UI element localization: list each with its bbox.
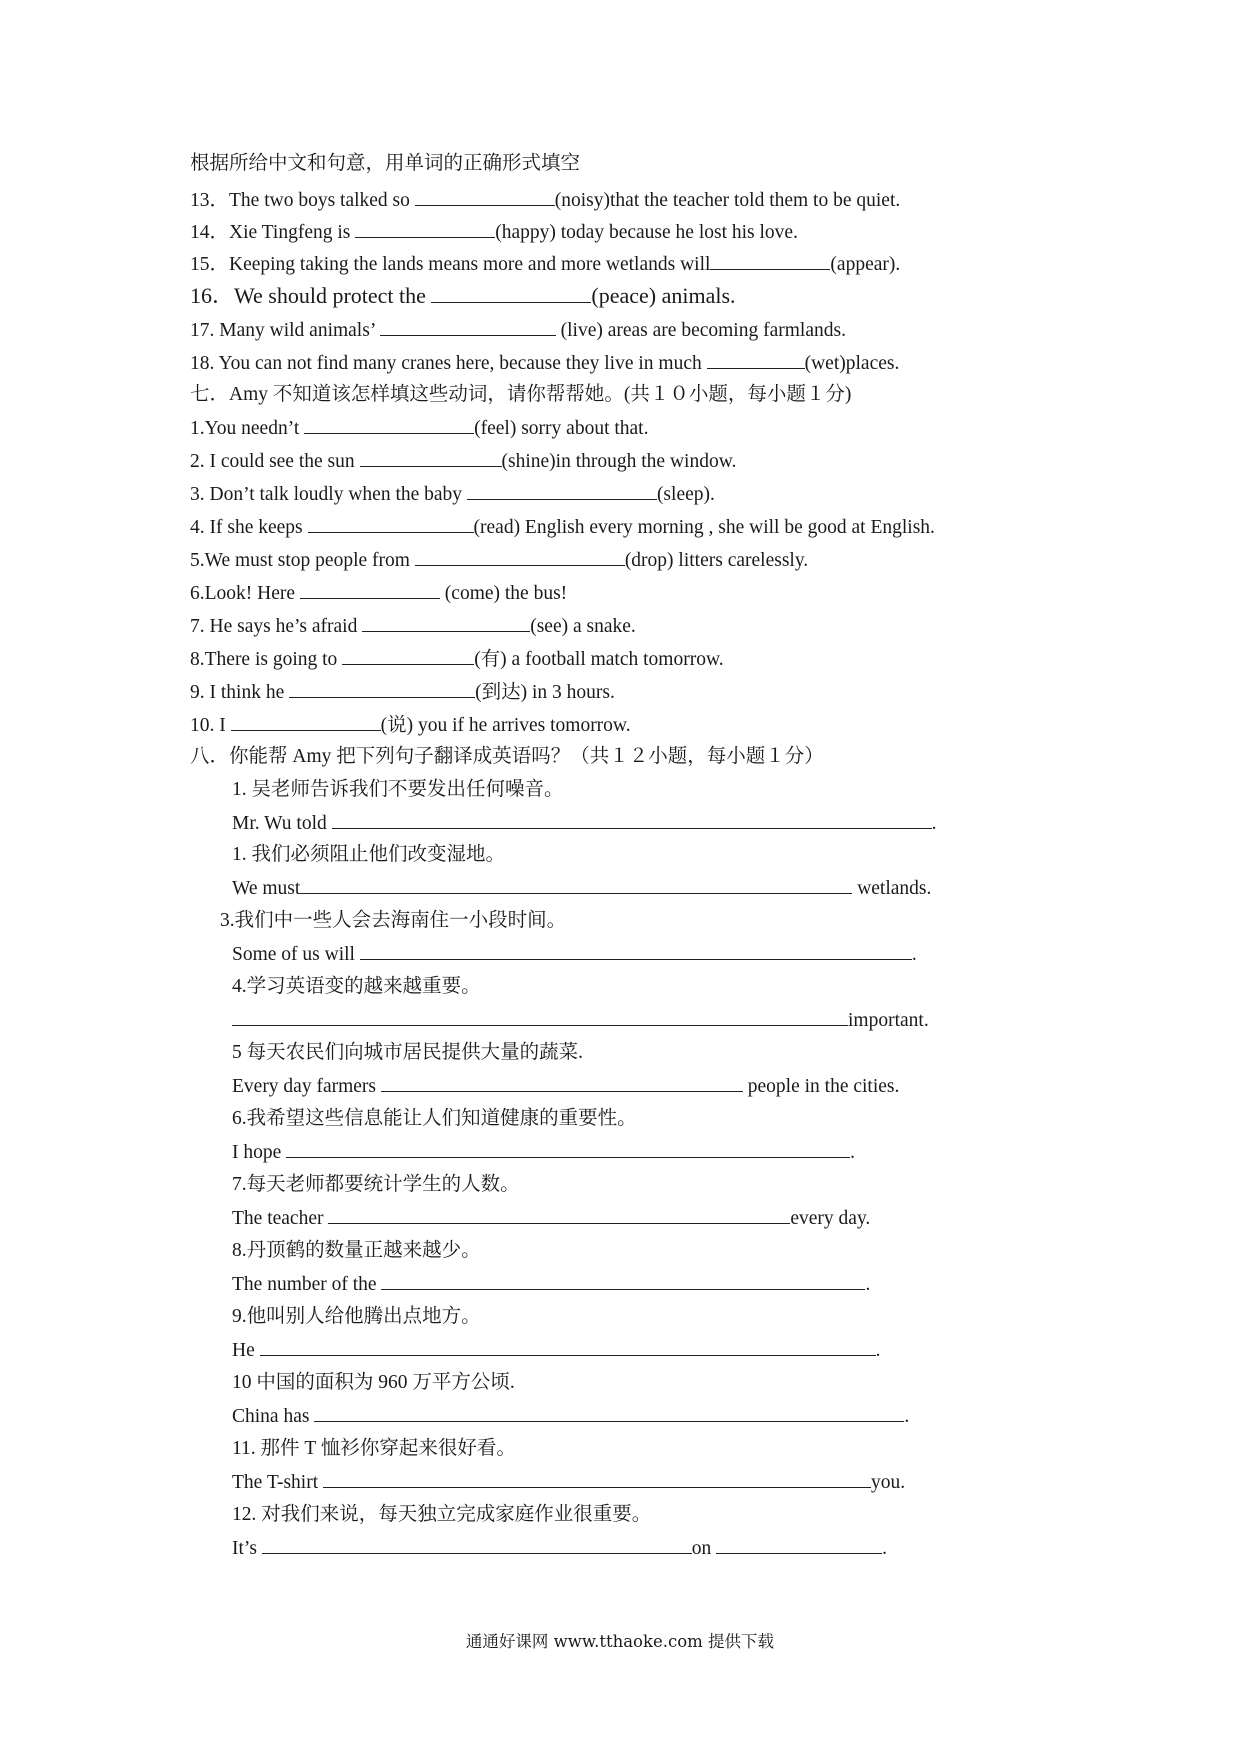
translation-line: Every day farmers people in the cities.	[232, 1076, 900, 1097]
answer-blank[interactable]	[286, 1140, 850, 1158]
translation-line: important.	[232, 1008, 929, 1033]
answer-blank[interactable]	[716, 1536, 882, 1554]
exercise-item: 10. I (说) you if he arrives tomorrow.	[190, 715, 631, 736]
chinese-prompt: 1. 吴老师告诉我们不要发出任何噪音。	[232, 779, 564, 800]
answer-blank[interactable]	[342, 647, 474, 665]
exercise-item: 8.There is going to (有) a football match tomorrow.	[190, 649, 724, 670]
translation-line: It’s on .	[232, 1538, 888, 1559]
answer-blank[interactable]	[415, 188, 555, 206]
answer-blank[interactable]	[300, 581, 440, 599]
translation-line: Mr. Wu told .	[232, 813, 937, 834]
section-7-heading: 七．Amy 不知道该怎样填这些动词，请你帮帮她。(共１０小题，每小题１分)	[190, 384, 852, 405]
translation-line: China has .	[232, 1406, 910, 1427]
exercise-item: 6.Look! Here (come) the bus!	[190, 583, 568, 604]
answer-blank[interactable]	[380, 318, 556, 336]
exercise-item: 1.You needn’t (feel) sorry about that.	[190, 418, 649, 439]
exercise-item: 2. I could see the sun (shine)in through the window.	[190, 451, 737, 472]
translation-line: The T-shirt you.	[232, 1472, 906, 1493]
answer-blank[interactable]	[467, 482, 657, 500]
answer-blank[interactable]	[314, 1404, 904, 1422]
chinese-prompt: 9.他叫别人给他腾出点地方。	[232, 1306, 481, 1327]
exercise-item: 9. I think he (到达) in 3 hours.	[190, 682, 615, 703]
answer-blank[interactable]	[710, 252, 830, 270]
answer-blank[interactable]	[232, 1008, 848, 1026]
translation-line: The teacher every day.	[232, 1208, 871, 1229]
answer-blank[interactable]	[300, 876, 852, 894]
answer-blank[interactable]	[332, 811, 932, 829]
exercise-item: 5.We must stop people from (drop) litters carelessly.	[190, 550, 809, 571]
chinese-prompt: 4.学习英语变的越来越重要。	[232, 976, 481, 997]
chinese-prompt: 8.丹顶鹤的数量正越来越少。	[232, 1240, 481, 1261]
answer-blank[interactable]	[323, 1470, 871, 1488]
exercise-item: 15．Keeping taking the lands means more and more wetlands will (appear).	[190, 254, 901, 275]
answer-blank[interactable]	[381, 1272, 865, 1290]
translation-line: I hope .	[232, 1142, 856, 1163]
exercise-item: 16．We should protect the (peace) animals.	[190, 283, 736, 308]
translation-line: Some of us will .	[232, 944, 917, 965]
answer-blank[interactable]	[360, 449, 502, 467]
answer-blank[interactable]	[381, 1074, 743, 1092]
answer-blank[interactable]	[431, 285, 591, 303]
answer-blank[interactable]	[362, 614, 530, 632]
translation-line: He .	[232, 1340, 881, 1361]
exercise-item: 18. You can not find many cranes here, because they live in much (wet)places.	[190, 353, 900, 374]
chinese-prompt: 6.我希望这些信息能让人们知道健康的重要性。	[232, 1108, 637, 1129]
exercise-item: 13．The two boys talked so (noisy)that the teacher told them to be quiet.	[190, 190, 901, 211]
exercise-item: 4. If she keeps (read) English every morning , she will be good at English.	[190, 517, 935, 538]
chinese-prompt: 10 中国的面积为 960 万平方公顷.	[232, 1372, 515, 1393]
section-8-heading: 八．你能帮 Amy 把下列句子翻译成英语吗？（共１２小题，每小题１分）	[190, 746, 824, 767]
answer-blank[interactable]	[328, 1206, 790, 1224]
answer-blank[interactable]	[308, 515, 474, 533]
exercise-item: 7. He says he’s afraid (see) a snake.	[190, 616, 636, 637]
section-fill-heading: 根据所给中文和句意，用单词的正确形式填空	[190, 153, 581, 174]
exercise-item: 17. Many wild animals’ (live) areas are becoming farmlands.	[190, 320, 846, 341]
chinese-prompt: 3.我们中一些人会去海南住一小段时间。	[220, 910, 567, 931]
answer-blank[interactable]	[262, 1536, 692, 1554]
answer-blank[interactable]	[415, 548, 625, 566]
answer-blank[interactable]	[304, 416, 474, 434]
translation-line: The number of the .	[232, 1274, 871, 1295]
exercise-item: 3. Don’t talk loudly when the baby (sleep).	[190, 484, 715, 505]
chinese-prompt: 5 每天农民们向城市居民提供大量的蔬菜.	[232, 1042, 584, 1063]
answer-blank[interactable]	[355, 220, 495, 238]
exercise-item: 14．Xie Tingfeng is (happy) today because he lost his love.	[190, 222, 798, 243]
page-footer: 通通好课网 www.tthaoke.com 提供下载	[465, 1632, 775, 1651]
answer-blank[interactable]	[360, 942, 912, 960]
chinese-prompt: 1. 我们必须阻止他们改变湿地。	[232, 844, 506, 865]
answer-blank[interactable]	[231, 713, 381, 731]
translation-line: We must wetlands.	[232, 878, 932, 899]
chinese-prompt: 12. 对我们来说，每天独立完成家庭作业很重要。	[232, 1504, 652, 1525]
answer-blank[interactable]	[289, 680, 475, 698]
answer-blank[interactable]	[260, 1338, 876, 1356]
answer-blank[interactable]	[707, 351, 805, 369]
chinese-prompt: 7.每天老师都要统计学生的人数。	[232, 1174, 520, 1195]
chinese-prompt: 11. 那件 T 恤衫你穿起来很好看。	[232, 1438, 516, 1459]
